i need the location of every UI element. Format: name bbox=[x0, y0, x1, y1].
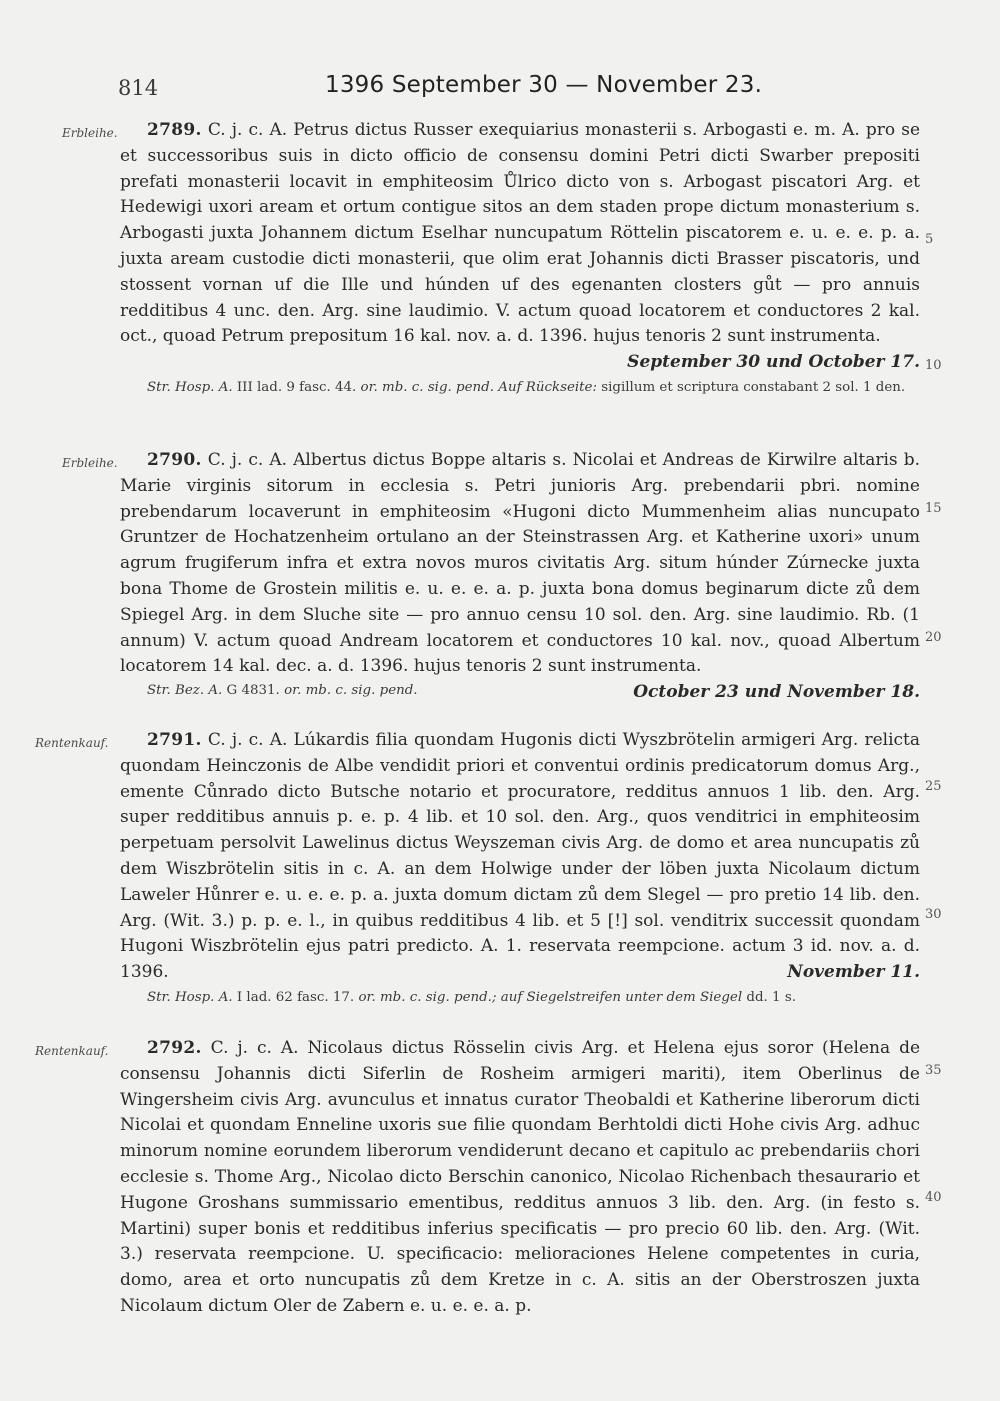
margin-label: Erbleihe. bbox=[62, 126, 118, 140]
source-note-label: Auf Rückseite: bbox=[494, 380, 597, 395]
line-number: 35 bbox=[925, 1063, 942, 1078]
line-number: 15 bbox=[925, 501, 942, 516]
source-note bbox=[120, 681, 920, 700]
line-number: 10 bbox=[925, 358, 942, 373]
source-archive: Str. Hosp. A. bbox=[147, 380, 233, 395]
date-note: September 30 und October 17. bbox=[627, 352, 920, 373]
entry-text bbox=[120, 1036, 920, 1320]
running-title: 1396 September 30 — November 23. bbox=[325, 72, 763, 98]
source-remark: sigillum et scriptura constabant 2 sol. 1 den. bbox=[597, 380, 906, 395]
page-header bbox=[0, 72, 1000, 108]
source-remark: dd. 1 s. bbox=[742, 990, 796, 1005]
source-archive: Str. Bez. A. bbox=[147, 683, 223, 698]
line-number: 5 bbox=[925, 232, 934, 247]
source-form: or. mb. c. sig. pend.; auf Siegelstreifen unter dem Siegel bbox=[358, 990, 743, 1005]
margin-label: Rentenkauf. bbox=[35, 1044, 109, 1058]
entry-number: 2790. bbox=[147, 450, 202, 470]
margin-label: Erbleihe. bbox=[62, 456, 118, 470]
page-number: 814 bbox=[118, 76, 159, 100]
source-archive: Str. Hosp. A. bbox=[147, 990, 233, 1005]
entry-text bbox=[120, 448, 920, 706]
entry-body: C. j. c. A. Lúkardis filia quondam Hugonis dicti Wyszbrötelin armigeri Arg. relicta quondam Heinczonis de Albe vendidit priori et conventui ordinis predicatorum domus Arg., emente Cůnrado dicto Butsche notario et procuratore, redditus annuos 1 lib. den. Arg. super redditibus annuis p. e. p. 4 lib. et 10 sol. den. Arg., quos venditrici in emphiteosim perpetuam persolvit Lawelinus dictus Weyszeman civis Arg. de domo et area nuncupatis zů dem Wiszbrötelin sitis in c. A. an dem Holwige under der löben juxta Nicolaum dictum Laweler Hůnrer e. u. e. e. p. a. juxta domum dictam zů dem Slegel — pro pretio 14 lib. den. Arg. (Wit. 3.) p. p. e. l., in quibus redditibus 4 lib. et 5 [!] sol. venditrix successit quondam Hugoni Wiszbrötelin ejus patri predicto. A. 1. reservata reempcione. actum 3 id. nov. a. d. 1396. bbox=[120, 730, 920, 983]
entry-text bbox=[120, 118, 920, 376]
date-note: November 11. bbox=[787, 962, 920, 983]
line-number: 30 bbox=[925, 907, 942, 922]
entry-text bbox=[120, 728, 920, 986]
source-note bbox=[120, 988, 920, 1007]
source-form: or. mb. c. sig. pend. bbox=[360, 380, 495, 395]
entry-body: C. j. c. A. Albertus dictus Boppe altaris s. Nicolai et Andreas de Kirwilre altaris b. Marie virginis sitorum in ecclesia s. Petri junioris Arg. prebendarii pbri. nomine prebendarum locaverunt in emphiteosim «Hugoni dicto Mummenheim alias nuncupato Gruntzer de Hochatzenheim ortulano an der Steinstrassen Arg. et Katherine uxori» unum agrum frugiferum infra et extra novos muros civitatis Arg. situm húnder Zúrnecke juxta bona Thome de Grostein militis e. u. e. e. a. p. juxta bona domus beginarum dicte zů dem Spiegel Arg. in dem Sluche site — pro annuo censu 10 sol. den. Arg. sine laudimio. Rb. (1 annum) V. actum quoad Andream locatorem et conductores 10 kal. nov., quoad Albertum locatorem 14 kal. dec. a. d. 1396. hujus tenoris 2 sunt instrumenta. bbox=[120, 450, 920, 677]
line-number: 20 bbox=[925, 630, 942, 645]
date-note: October 23 und November 18. bbox=[633, 682, 920, 703]
line-number: 40 bbox=[925, 1190, 942, 1205]
source-shelf: III lad. 9 fasc. 44. bbox=[232, 380, 361, 395]
source-note bbox=[120, 378, 920, 397]
line-number: 25 bbox=[925, 779, 942, 794]
entry-number: 2792. bbox=[147, 1038, 202, 1058]
entry-body: C. j. c. A. Nicolaus dictus Rösselin civis Arg. et Helena ejus soror (Helena de consensu Johannis dicti Siferlin de Rosheim armigeri mariti), item Oberlinus de Wingersheim civis Arg. avunculus et innatus curator Theobaldi et Katherine liberorum dicti Nicolai et quondam Enneline uxoris sue filie quondam Berhtoldi dicti Hohe civis Arg. adhuc minorum nomine eorundem liberorum vendiderunt decano et capitulo ac prebendariis chori ecclesie s. Thome Arg., Nicolao dicto Berschin canonico, Nicolao Richenbach thesaurario et Hugone Groshans summissario ementibus, redditus annuos 3 lib. den. Arg. (in festo s. Martini) super bonis et redditibus inferius specificatis — pro precio 60 lib. den. Arg. (Wit. 3.) reservata reempcione. U. specificacio: melioraciones Helene competentes in curia, domo, area et orto nuncupatis zů dem Kretze in c. A. sitis an der Oberstroszen juxta Nicolaum dictum Oler de Zabern e. u. e. e. a. p. bbox=[120, 1038, 921, 1316]
entry-number: 2789. bbox=[147, 120, 202, 140]
entry-number: 2791. bbox=[147, 730, 202, 750]
entry-body: C. j. c. A. Petrus dictus Russer exequiarius monasterii s. Arbogasti e. m. A. pro se et successoribus suis in dicto officio de consensu domini Petri dicti Swarber prepositi prefati monasterii locavit in emphiteosim Ůlrico dicto von s. Arbogast piscatori Arg. et Hedewigi uxori aream et ortum contigue sitos an dem staden prope dictum monasterium s. Arbogasti juxta Johannem dictum Eselhar nuncupatum Röttelin piscatorem e. u. e. e. p. a. juxta aream custodie dicti monasterii, que olim erat Johannis dicti Brasser piscatoris, und stossent vornan uf die Ille und húnden uf des egenanten closters gůt — pro annuis redditibus 4 unc. den. Arg. sine laudimio. V. actum quoad locatorem et conductores 2 kal. oct., quoad Petrum prepositum 16 kal. nov. a. d. 1396. hujus tenoris 2 sunt instrumenta. bbox=[120, 120, 921, 347]
source-shelf: G 4831. bbox=[222, 683, 285, 698]
margin-label: Rentenkauf. bbox=[35, 736, 109, 750]
source-form: or. mb. c. sig. pend. bbox=[284, 683, 418, 698]
source-shelf: I lad. 62 fasc. 17. bbox=[232, 990, 359, 1005]
